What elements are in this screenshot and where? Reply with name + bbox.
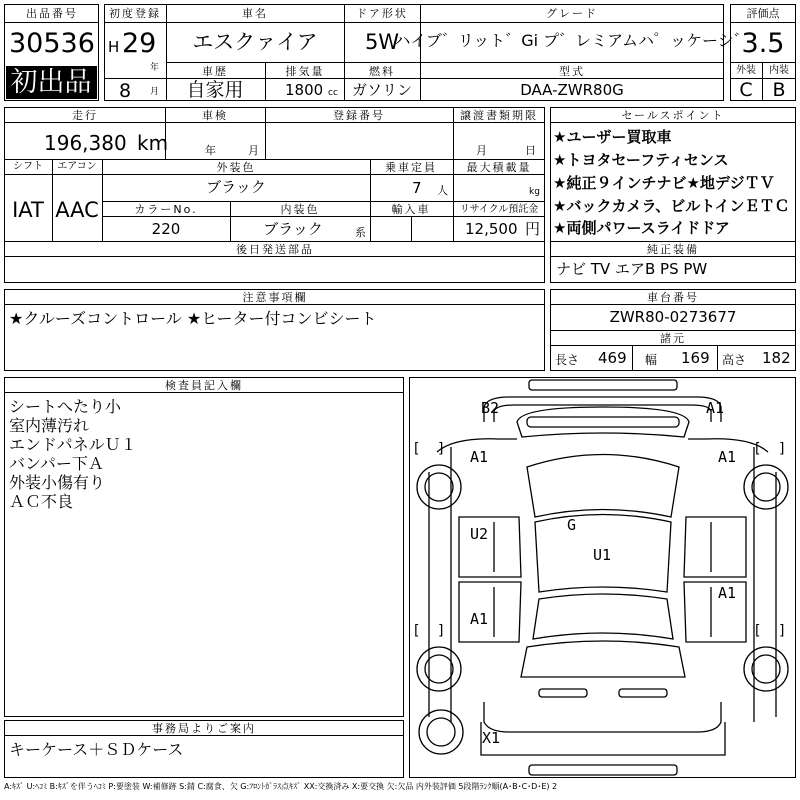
grade-label: グレード [546,7,598,20]
displacement: 1800 [285,81,324,99]
history: 自家用 [186,79,244,101]
color-no-label: カラーNo. [134,203,198,216]
damage-left-front-fender: A1 [470,448,489,466]
dims-label: 諸元 [660,332,686,345]
reg-year: 29 [122,28,157,59]
inspector-line: 室内薄汚れ [9,416,90,435]
displacement-unit: cc [328,88,338,98]
capacity-unit: 人 [437,184,448,197]
notes-label: 注意事項欄 [242,291,308,304]
interior-grade: B [772,79,786,101]
legend: A:ｷｽﾞ U:ﾍｺﾐ B:ｷｽﾞを伴うﾍｺﾐ P:要塗装 W:補修跡 S:錆 C:腐食、欠 G:ﾌﾛﾝﾄｶﾞﾗｽ点ｷｽﾞ XX:交換済み X:要交換 欠:欠品 内外装評価 5段階ﾗﾝｸ順(A･B･C･D･E) 2 [4,782,558,791]
interior-color-label: 内装色 [280,203,320,216]
first-listing-label: 初出品 [10,67,92,98]
damage-right-rear-door: A1 [718,584,737,602]
transfer-day-unit: 日 [525,144,536,157]
chassis-label: 車台番号 [647,291,699,304]
reg-month-unit: 月 [150,87,160,97]
exterior-grade: C [739,79,753,101]
import-label: 輸入車 [391,203,431,216]
inspector-line: バンパー下Ａ [9,454,104,473]
selling-points-label: セールスポイント [621,109,725,122]
damage-front-right: A1 [706,399,725,417]
selling-point: ★バックカメラ、ビルトインＥＴＣ [553,197,790,215]
fuel: ガソリン [351,81,413,99]
damage-windshield: G [567,516,577,534]
transfer-label: 譲渡書類期限 [460,109,538,122]
capacity: 7 [412,179,422,197]
model: DAA-ZWR80G [520,81,624,99]
fuel-label: 燃料 [369,65,395,78]
load-label: 最大積載量 [466,161,532,174]
score: 3.5 [741,28,785,59]
notes: ★クルーズコントロール ★ヒーター付コンビシート [9,309,377,328]
load-unit: kg [529,187,540,197]
door-label: ドア形状 [356,7,408,20]
car-name: エスクァイア [192,30,318,54]
history-label: 車歴 [202,65,228,78]
length-label: 長さ [555,353,580,367]
equipment: ナビ TV エアB PS PW [556,260,708,278]
damage-front-bumper: B2 [481,399,500,417]
selling-point: ★トヨタセーフティセンス [553,151,729,169]
mileage-unit: km [137,131,169,155]
office-label: 事務局よりご案内 [152,722,256,735]
selling-point: ★純正９インチナビ★地デジＴＶ [553,174,775,192]
length: 469 [598,349,627,367]
recycle: 12,500 [465,220,518,238]
inspection-year-unit: 年 [205,144,216,157]
recycle-label: リサイクル預託金 [459,204,539,215]
first-reg-label: 初度登録 [109,7,161,20]
selling-point: ★両側パワースライドドア [553,219,730,237]
inspector-label: 検査員記入欄 [165,379,243,392]
ac-label: エアコン [57,161,97,172]
color: ブラック [206,178,266,196]
regno-label: 登録番号 [333,109,385,122]
car-name-label: 車名 [242,7,268,20]
inspection-month-unit: 月 [248,144,259,157]
reg-year-unit: 年 [150,63,160,73]
damage-roof: U1 [593,546,612,564]
color-no: 220 [151,220,181,238]
interior-color: ブラック [263,220,323,238]
exterior-label: 外装 [736,65,756,76]
inspector-line: ＡＣ不良 [9,492,74,511]
height-label: 高さ [722,353,747,367]
grade: ハイブ゛リット゛Gi プ゛レミアムハ゜ッケーシ゛ [394,31,750,50]
shift: IAT [12,198,44,222]
era-letter: H [108,38,120,56]
damage-left-rear-door: A1 [470,610,489,628]
inspector-line: 外装小傷有り [9,473,106,492]
selling-point: ★ユーザー買取車 [553,128,672,146]
shift-label: シフト [13,161,43,172]
lot-label: 出品番号 [26,7,78,20]
model-label: 型式 [559,65,585,78]
reg-month: 8 [119,80,132,102]
damage-left-front-door: U2 [470,525,489,543]
ac: AAC [55,198,99,222]
recycle-unit: 円 [525,220,541,238]
later-parts-label: 後日発送部品 [236,243,314,256]
capacity-label: 乗車定員 [385,161,437,174]
inspector-line: エンドパネルＵ１ [9,435,137,454]
color-label: 外装色 [216,161,256,174]
inspector-line: シートへたり小 [9,397,122,416]
door-type: 5W [364,30,400,54]
transfer-month-unit: 月 [476,144,487,157]
height: 182 [762,349,791,367]
width: 169 [681,349,710,367]
lot-number: 30536 [9,28,95,59]
mileage-label: 走行 [72,109,98,122]
interior-color-unit: 系 [355,226,366,239]
office-text: キーケース＋ＳＤケース [9,740,184,759]
damage-rear-bumper: X1 [482,729,501,747]
inspection-label: 車検 [202,109,228,122]
equip-label: 純正装備 [647,243,699,256]
mileage: 196,380 [44,131,127,155]
damage-right-front-fender: A1 [718,448,737,466]
chassis-number: ZWR80-0273677 [609,308,737,326]
score-label: 評価点 [746,7,780,20]
displacement-label: 排気量 [285,65,325,78]
interior-label: 内装 [769,65,789,76]
car-diagram [409,377,796,778]
width-label: 幅 [645,353,658,367]
